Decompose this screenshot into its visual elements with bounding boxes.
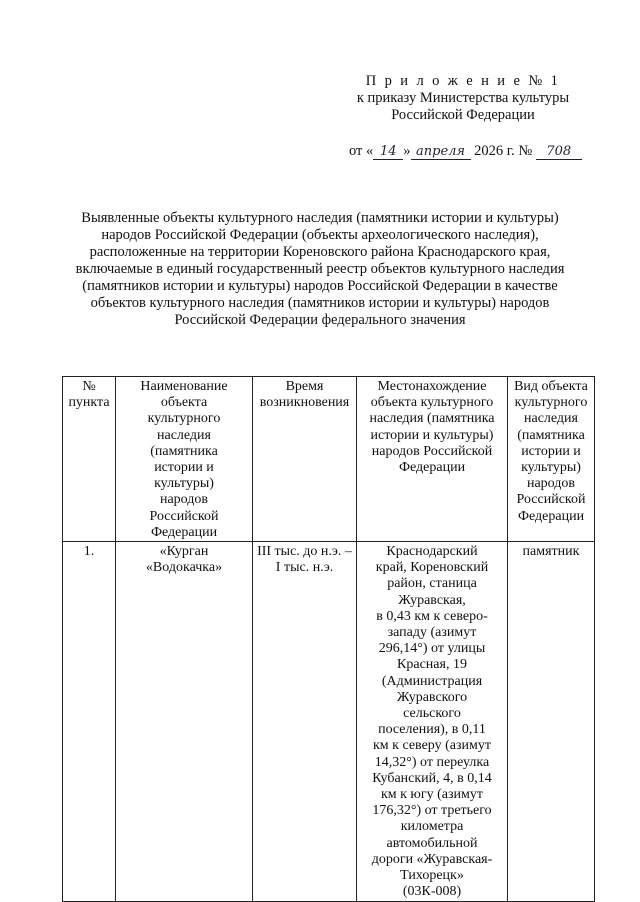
order-prefix: от « [349, 143, 374, 159]
cell-line: 14,32°) от переулка [374, 754, 490, 770]
cell-line: (Администрация [381, 673, 483, 689]
document-title [60, 210, 580, 329]
header-line: Местонахождение [377, 379, 487, 394]
cell-line: Красная, 19 [397, 657, 467, 673]
cell-line: район, станица [387, 576, 477, 592]
header-line: (памятника [517, 427, 585, 443]
cell-line: III тыс. до н.э. – [257, 544, 352, 560]
cell-object-name [116, 542, 253, 901]
cell-location [357, 542, 508, 901]
appendix-title: П р и л о ж е н и е № 1 [365, 73, 561, 89]
cell-line: Кубанский, 4, в 0,14 [372, 770, 492, 786]
title-line: включаемые в единый государственный реестр объектов культурного наследия [75, 261, 565, 277]
cell-line: км к югу (азимут [380, 787, 484, 803]
cell-line: Краснодарский [386, 544, 478, 560]
header-line: Федерации [517, 508, 585, 524]
cell-line: памятник [522, 544, 580, 560]
header-object-kind [508, 377, 595, 542]
appendix-to-order: к приказу Министерства культуры [356, 90, 570, 106]
header-line: (памятника [150, 443, 218, 459]
header-item-number [63, 377, 116, 542]
header-line: Российской [516, 492, 586, 508]
title-line: объектов культурного наследия (памятников истории и культуры) народов [90, 295, 550, 311]
cell-line: поселения), в 0,11 [378, 722, 486, 738]
order-year: 2026 г. № [474, 143, 533, 159]
order-quote-close: » [403, 143, 411, 159]
cell-line: западу (азимут [387, 625, 477, 641]
header-line: культурного [147, 411, 221, 427]
header-line: культуры) [154, 476, 214, 492]
cell-line: «Курган [159, 544, 209, 560]
header-line: Федерации [398, 460, 466, 476]
title-line: народов Российской Федерации (объекты археологического наследия), [101, 227, 539, 243]
order-date-line [349, 143, 582, 160]
cell-line: I тыс. н.э. [275, 560, 334, 576]
header-line: возникновения [259, 395, 350, 411]
header-location [357, 377, 508, 542]
header-line: Наименование [140, 379, 228, 394]
header-line: объекта культурного [370, 395, 494, 411]
title-line: (памятников истории и культуры) народов Российской Федерации в качестве [82, 278, 558, 294]
order-day: 14 [373, 145, 403, 160]
header-line: культуры) [521, 460, 581, 476]
header-line: народов [526, 476, 576, 492]
header-line: наследия [157, 427, 211, 443]
cell-line: 176,32°) от третьего [372, 803, 492, 819]
header-line: народов Российской [371, 443, 493, 459]
cell-line: в 0,43 км к северо- [376, 608, 488, 624]
header-line: пункта [68, 395, 110, 411]
cell-line: (03К-008) [402, 884, 462, 900]
cell-item-number [63, 542, 116, 901]
cell-line: край, Кореновский [375, 560, 489, 576]
header-line: наследия (памятника [369, 411, 495, 427]
header-line: Федерации [150, 524, 218, 540]
header-origin-time [253, 377, 357, 542]
cell-line: 1. [83, 544, 95, 560]
title-line: Выявленные объекты культурного наследия (памятники истории и культуры) [81, 210, 559, 226]
header-object-name [116, 377, 253, 542]
table-row [63, 542, 595, 901]
header-line: наследия [524, 411, 578, 427]
appendix-ministry: Российской Федерации [391, 107, 535, 123]
header-line: объекта [160, 395, 208, 411]
order-number: 708 [536, 145, 582, 160]
cell-line: 296,14°) от улицы [378, 641, 486, 657]
order-month: апреля [411, 145, 471, 160]
cell-origin-time [253, 542, 357, 901]
header-line: истории и [154, 460, 214, 476]
header-line: Вид объекта [514, 379, 588, 394]
appendix-header [318, 73, 608, 124]
header-line: культурного [514, 395, 588, 411]
table-header-row [63, 377, 595, 542]
cell-line: км к северу (азимут [373, 738, 491, 754]
cell-line: автомобильной [386, 835, 478, 851]
cell-line: километра [400, 819, 464, 835]
cell-line: Журавского [396, 689, 468, 705]
header-line: истории и культуры) [370, 427, 494, 443]
cell-line: Журавская, [398, 592, 466, 608]
title-line: расположенные на территории Кореновского района Краснодарского края, [89, 244, 551, 260]
title-line: Российской Федерации федерального значения [174, 312, 466, 328]
header-line: № [82, 379, 96, 394]
header-line: народов [159, 492, 209, 508]
cell-line: Тихорецк» [400, 868, 464, 884]
header-line: Российской [149, 508, 219, 524]
cell-line: «Водокачка» [145, 560, 223, 576]
cell-object-kind [508, 542, 595, 901]
header-line: Время [285, 379, 324, 394]
heritage-table [62, 376, 595, 902]
cell-line: дороги «Журавская- [371, 851, 493, 867]
header-line: истории и [521, 443, 581, 459]
cell-line: сельского [403, 706, 461, 722]
